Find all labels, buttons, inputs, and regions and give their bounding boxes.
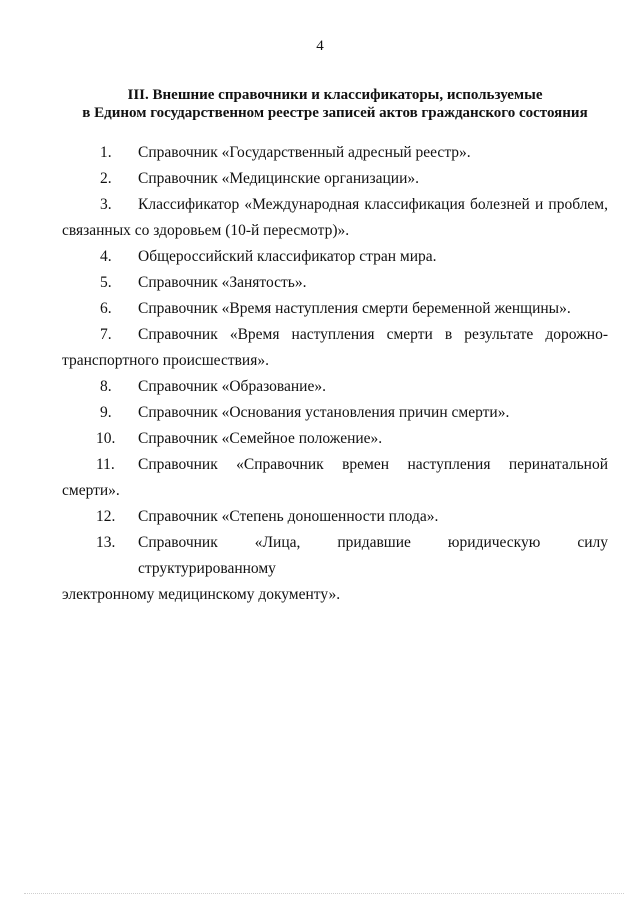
scan-artifact-line (24, 893, 624, 895)
list-item-number: 2. (100, 170, 112, 187)
list-item-number: 5. (100, 274, 112, 291)
list-item (62, 192, 608, 244)
list-item-text: Общероссийский классификатор стран мира. (138, 248, 437, 265)
list-item-number: 10. (96, 430, 116, 447)
list-item (62, 452, 608, 504)
list-item (62, 374, 608, 400)
list-item-number: 4. (100, 248, 112, 265)
list-item-text: Справочник «Время наступления смерти беременной женщины». (138, 300, 571, 317)
list-item (62, 296, 608, 322)
list-item-first-line (62, 530, 608, 582)
section-heading (40, 86, 630, 122)
list-item-text: Справочник «Медицинские организации». (138, 170, 419, 187)
list-item-number: 12. (96, 508, 116, 525)
page-number: 4 (316, 38, 324, 54)
list-item-text: Справочник «Справочник времен наступления перинатальной смерти». (62, 456, 608, 499)
list-item (62, 166, 608, 192)
list-item (62, 244, 608, 270)
list-item-number: 13. (96, 534, 116, 551)
list-item-text-line-1: Справочник «Лица, придавшие юридическую силу структурированному (138, 534, 608, 577)
list-item-number: 7. (100, 326, 112, 343)
list-item-text: Справочник «Степень доношенности плода». (138, 508, 439, 525)
list-item-text-line-2: связанных со здоровьем (10-й пересмотр)». (62, 222, 350, 239)
list-item-text: Справочник «Основания установления причин смерти». (138, 404, 510, 421)
list-item-number: 11. (96, 456, 115, 473)
list-item-number: 3. (100, 196, 112, 213)
list-item (62, 400, 608, 426)
list-item-text: Справочник «Государственный адресный реестр». (138, 144, 471, 161)
classifier-list (62, 140, 608, 608)
list-item (62, 426, 608, 452)
list-item-text: Справочник «Семейное положение». (138, 430, 383, 447)
list-item-number: 1. (100, 144, 112, 161)
list-item-number: 8. (100, 378, 112, 395)
list-item (62, 270, 608, 296)
list-item-first-line (62, 192, 608, 218)
list-item (62, 504, 608, 530)
list-item-text-line-1: Классификатор «Международная классификация болезней и проблем, (138, 196, 608, 213)
list-item-number: 6. (100, 300, 112, 317)
list-item-text-line-1: Справочник «Время наступления смерти в результате дорожно- (138, 326, 608, 343)
list-item-text: Справочник «Занятость». (138, 274, 307, 291)
list-item-text-line-2: транспортного происшествия». (62, 352, 269, 369)
list-item (62, 140, 608, 166)
list-item (62, 322, 608, 374)
list-item-number: 9. (100, 404, 112, 421)
list-item (62, 530, 608, 608)
list-item-text-line-2: электронному медицинскому документу». (62, 586, 341, 603)
list-item-text: Справочник «Образование». (138, 378, 326, 395)
list-item-first-line (62, 322, 608, 348)
section-heading-line-1: III. Внешние справочники и классификаторы, используемые (127, 87, 543, 103)
section-heading-line-2: в Едином государственном реестре записей актов гражданского состояния (82, 105, 588, 121)
